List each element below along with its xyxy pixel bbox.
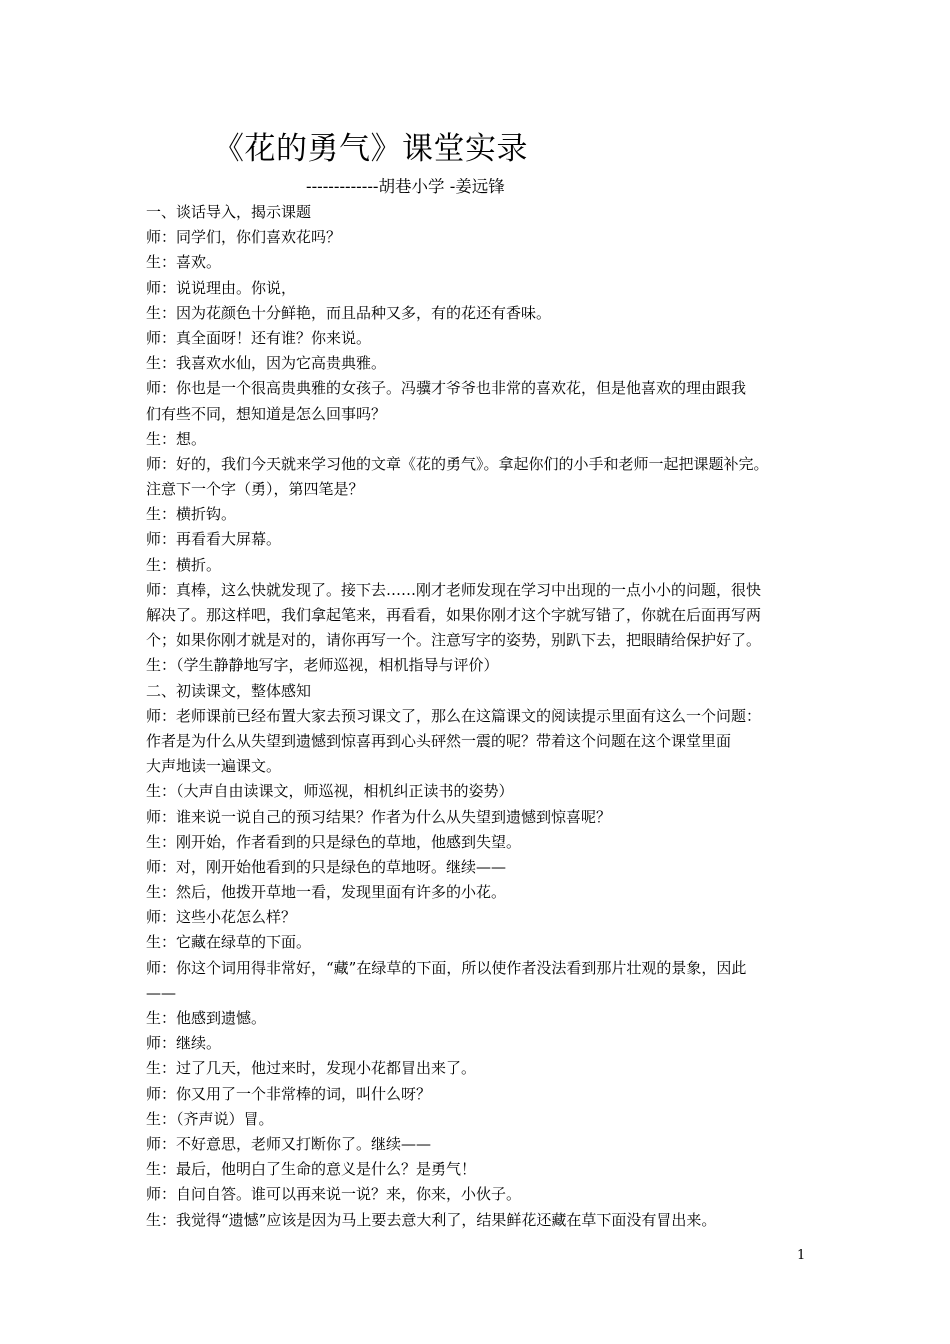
text-line: 生：因为花颜色十分鲜艳，而且品种又多，有的花还有香味。 xyxy=(146,303,552,322)
text-line: 师：继续。 xyxy=(146,1034,222,1053)
text-line: 师：真全面呀！还有谁？你来说。 xyxy=(146,328,372,347)
text-line: 一、谈话导入，揭示课题 xyxy=(146,203,312,221)
text-line: 生：横折钩。 xyxy=(146,505,237,524)
text-line: 作者是为什么从失望到遗憾到惊喜再到心头砰然一震的呢？带着这个问题在这个课堂里面 xyxy=(146,731,732,750)
text-line: 生：然后，他拨开草地一看，发现里面有许多的小花。 xyxy=(146,883,507,902)
text-line: 解决了。那这样吧，我们拿起笔来，再看看，如果你刚才这个字就写错了，你就在后面再写两 xyxy=(146,606,762,624)
text-line: 生：（大声自由读课文，师巡视，相机纠正读书的姿势） xyxy=(146,782,514,801)
text-line: 师：说说理由。你说， xyxy=(146,278,297,297)
text-line: 师：老师课前已经布置大家去预习课文了，那么在这篇课文的阅读提示里面有这么一个问题： xyxy=(146,706,762,725)
text-line: 个；如果你刚才就是对的，请你再写一个。注意写字的姿势，别趴下去，把眼睛给保护好了。 xyxy=(146,631,762,650)
text-line: 生：喜欢。 xyxy=(146,253,222,272)
text-line: 生：（齐声说）冒。 xyxy=(146,1109,274,1128)
text-line: 生：他感到遗憾。 xyxy=(146,1009,267,1027)
text-line: 生：刚开始，作者看到的只是绿色的草地，他感到失望。 xyxy=(146,832,522,851)
text-line: 大声地读一遍课文。 xyxy=(146,757,282,776)
text-line: 生：过了几天，他过来时，发现小花都冒出来了。 xyxy=(146,1059,477,1078)
document-title: 《花的勇气》课堂实录 xyxy=(213,131,528,167)
text-line: 师：不好意思，老师又打断你了。继续—— xyxy=(146,1134,432,1153)
text-line: 注意下一个字（勇），第四笔是？ xyxy=(146,480,364,499)
text-line: 们有些不同，想知道是怎么回事吗？ xyxy=(146,404,387,423)
author-byline: -------------胡巷小学 -姜远锋 xyxy=(306,177,505,196)
text-line: 师：对，刚开始他看到的只是绿色的草地呀。继续—— xyxy=(146,857,507,876)
text-line: 师：你这个词用得非常好，“藏”在绿草的下面，所以使作者没法看到那片壮观的景象，因此 xyxy=(146,958,747,977)
text-line: 师：自问自答。谁可以再来说一说？来，你来，小伙子。 xyxy=(146,1185,522,1204)
text-line: 师：再看看大屏幕。 xyxy=(146,530,282,549)
text-line: 生：它藏在绿草的下面。 xyxy=(146,933,312,952)
text-line: 师：谁来说一说自己的预习结果？作者为什么从失望到遗憾到惊喜呢？ xyxy=(146,807,612,826)
document-body xyxy=(146,200,822,1233)
text-line: 师：你又用了一个非常棒的词，叫什么呀？ xyxy=(146,1084,432,1103)
text-line: 生：横折。 xyxy=(146,555,222,574)
text-line: 师：好的，我们今天就来学习他的文章《花的勇气》。拿起你们的小手和老师一起把课题补完。 xyxy=(146,454,769,473)
page-number: 1 xyxy=(797,1248,806,1263)
text-line: 二、初读课文，整体感知 xyxy=(146,681,312,700)
text-line: —— xyxy=(146,983,176,1002)
text-line: 师：真棒，这么快就发现了。接下去……刚才老师发现在学习中出现的一点小小的问题，很快 xyxy=(146,580,762,599)
text-line: 生：想。 xyxy=(146,429,207,448)
text-line: 生：最后，他明白了生命的意义是什么？是勇气！ xyxy=(146,1160,477,1179)
text-line: 生：（学生静静地写字，老师巡视，相机指导与评价） xyxy=(146,656,499,675)
text-line: 生：我喜欢水仙，因为它高贵典雅。 xyxy=(146,354,387,373)
text-line: 师：你也是一个很高贵典雅的女孩子。冯骥才爷爷也非常的喜欢花，但是他喜欢的理由跟我 xyxy=(146,379,747,398)
text-line: 师：这些小花怎么样？ xyxy=(146,908,297,927)
text-line: 师：同学们，你们喜欢花吗？ xyxy=(146,228,342,247)
text-line: 生：我觉得“遗憾”应该是因为马上要去意大利了，结果鲜花还藏在草下面没有冒出来。 xyxy=(146,1210,717,1229)
